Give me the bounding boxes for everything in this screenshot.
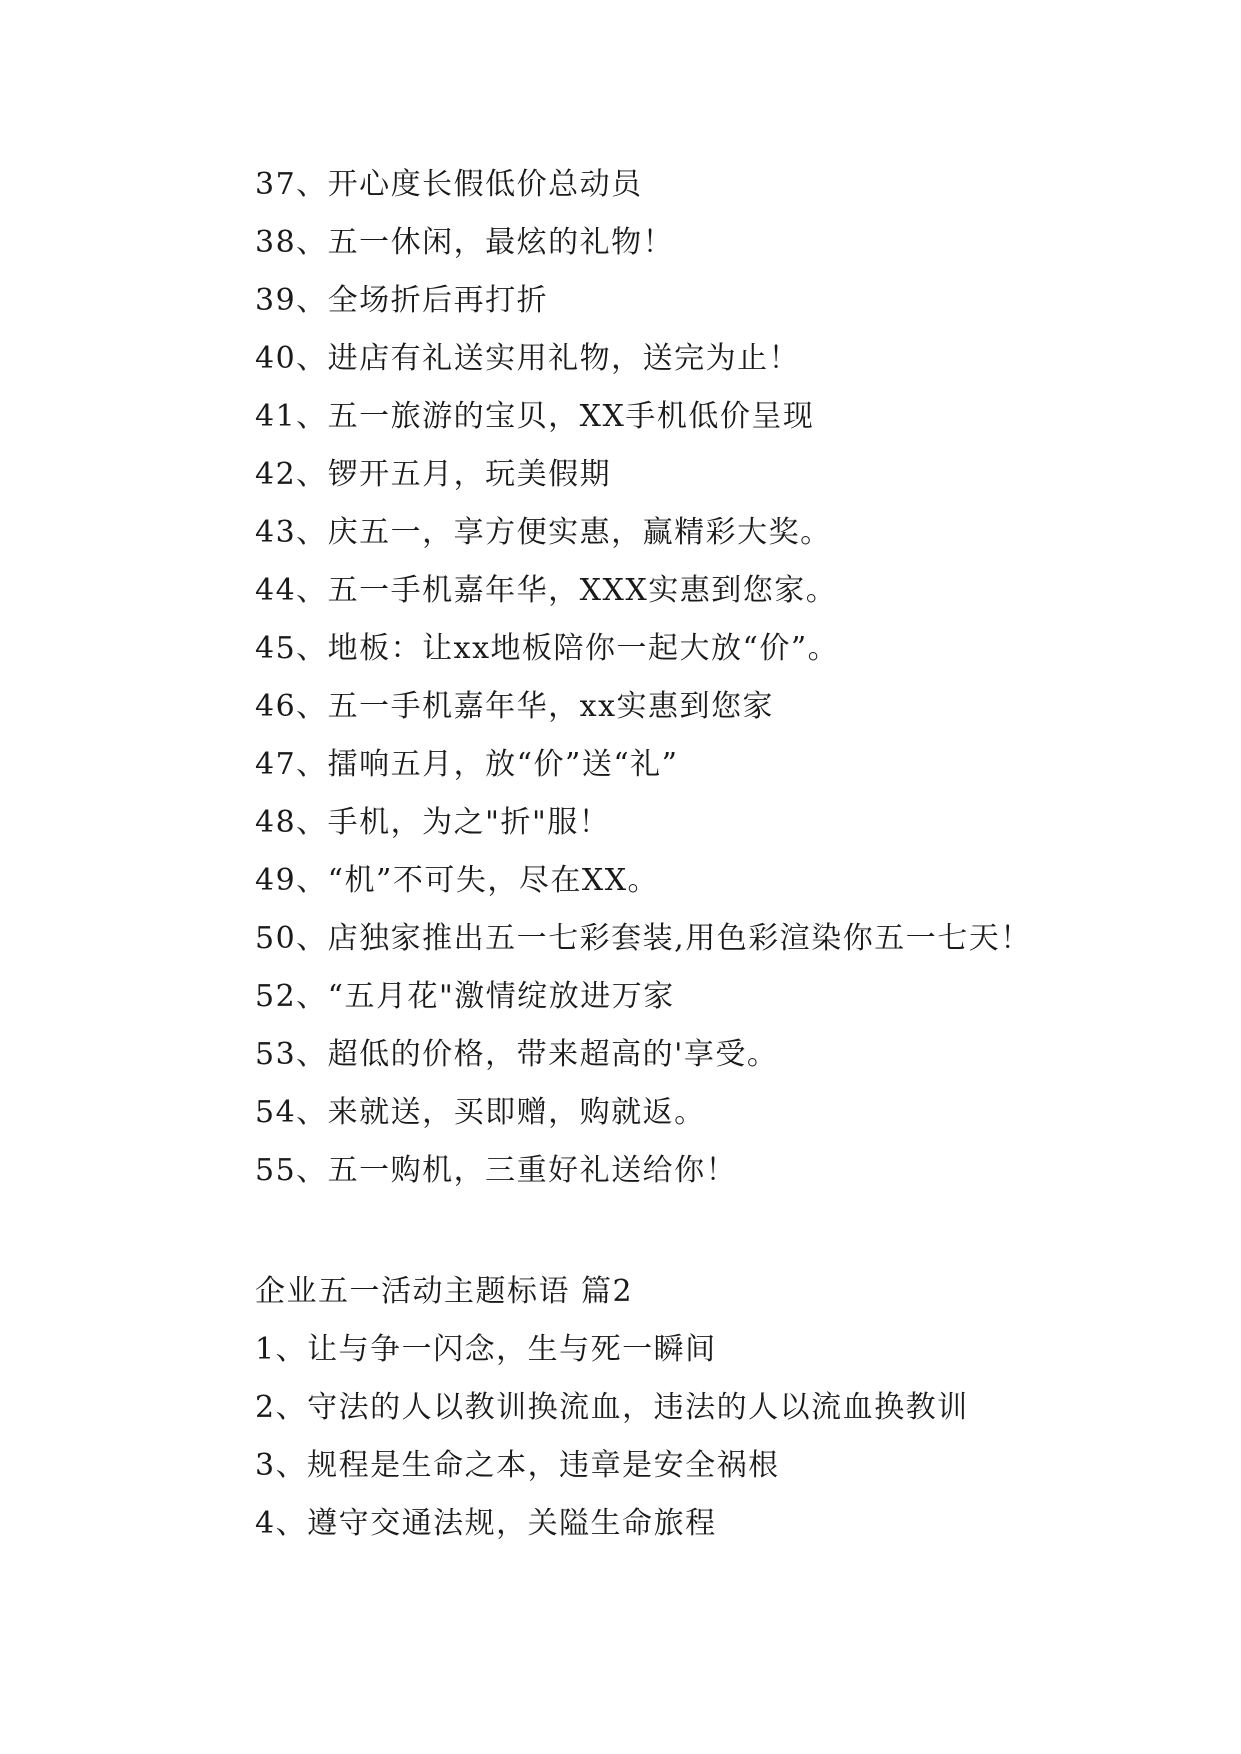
slogan-line: 39、全场折后再打折 xyxy=(255,283,549,318)
slogan-line: 46、五一手机嘉年华，xx实惠到您家 xyxy=(255,689,775,724)
slogan-line: 43、庆五一，享方便实惠，赢精彩大奖。 xyxy=(255,515,832,550)
slogan-line: 41、五一旅游的宝贝，XX手机低价呈现 xyxy=(255,399,815,434)
slogan-line: 55、五一购机，三重好礼送给你！ xyxy=(255,1153,738,1188)
slogan-line: 47、擂响五月，放“价”送“礼” xyxy=(255,747,679,782)
slogan-line: 1、让与争一闪念，生与死一瞬间 xyxy=(255,1332,717,1367)
slogan-line: 4、遵守交通法规，关隘生命旅程 xyxy=(255,1506,717,1541)
section-heading: 企业五一活动主题标语 篇2 xyxy=(255,1274,634,1309)
slogan-line: 2、守法的人以教训换流血，违法的人以流血换教训 xyxy=(255,1390,969,1425)
slogan-line: 37、开心度长假低价总动员 xyxy=(255,167,643,202)
section-2 xyxy=(255,1263,1155,1553)
slogan-line: 38、五一休闲，最炫的礼物！ xyxy=(255,225,675,260)
slogan-line: 44、五一手机嘉年华，XXX实惠到您家。 xyxy=(255,573,838,608)
slogan-line: 54、来就送，买即赠，购就返。 xyxy=(255,1095,706,1130)
slogan-line: 42、锣开五月，玩美假期 xyxy=(255,457,612,492)
slogan-line: 49、“机”不可失，尽在XX。 xyxy=(255,863,660,898)
slogan-line: 3、规程是生命之本，违章是安全祸根 xyxy=(255,1448,780,1483)
slogan-line: 50、店独家推出五一七彩套装,用色彩渲染你五一七天！ xyxy=(255,921,1032,956)
slogan-line: 45、地板：让xx地板陪你一起大放“价”。 xyxy=(255,631,840,666)
slogan-line: 53、超低的价格，带来超高的'享受。 xyxy=(255,1037,779,1072)
slogan-line: 48、手机，为之"折"服！ xyxy=(255,805,611,840)
slogan-list-continued xyxy=(255,156,1155,1200)
slogan-line: 52、“五月花"激情绽放进万家 xyxy=(255,979,675,1014)
slogan-line: 40、进店有礼送实用礼物，送完为止！ xyxy=(255,341,801,376)
